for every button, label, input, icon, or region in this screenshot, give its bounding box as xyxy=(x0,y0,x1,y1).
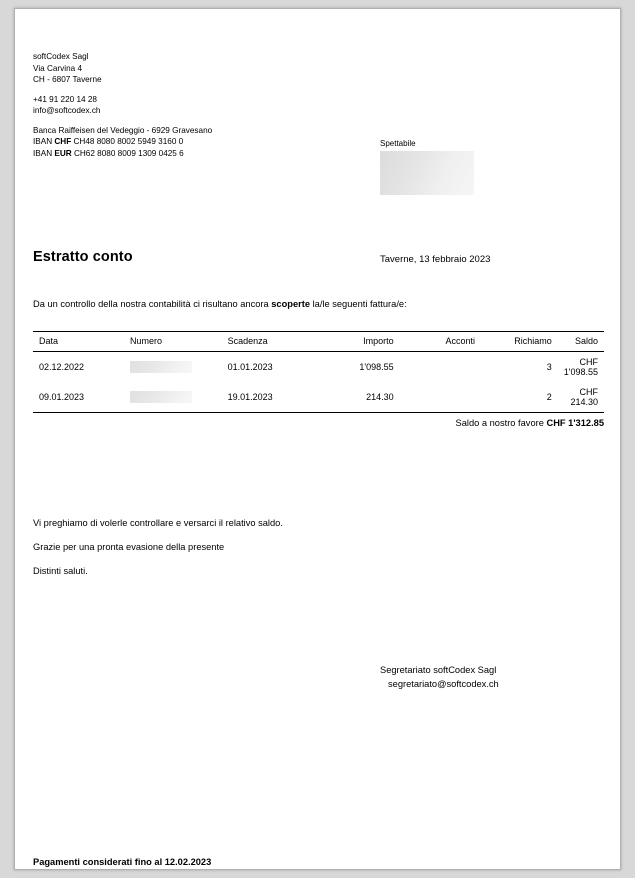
signature-block xyxy=(380,663,499,691)
page-title: Estratto conto xyxy=(33,249,133,265)
cell-scadenza: 19.01.2023 xyxy=(222,382,316,413)
column-header-importo: Importo xyxy=(316,332,400,352)
cell-richiamo: 2 xyxy=(481,382,558,413)
recipient-label: Spettabile xyxy=(380,139,416,148)
sender-block xyxy=(33,51,212,159)
sender-street: Via Carvina 4 xyxy=(33,63,83,73)
cell-saldo: CHF 214.30 xyxy=(558,382,604,413)
body-paragraph-2: Grazie per una pronta evasione della presente xyxy=(33,542,225,552)
body-paragraph-3: Distinti saluti. xyxy=(33,566,88,576)
cell-data: 09.01.2023 xyxy=(33,382,124,413)
column-header-saldo: Saldo xyxy=(558,332,604,352)
sender-company: softCodex Sagl xyxy=(33,52,89,61)
cell-numero xyxy=(124,352,222,383)
intro-text-after: la/le seguenti fattura/e: xyxy=(310,299,407,309)
body-paragraph-1: Vi preghiamo di volerle controllare e versarci il relativo saldo. xyxy=(33,518,283,528)
cell-acconti xyxy=(400,382,481,413)
table-header-row xyxy=(33,332,604,352)
column-header-numero: Numero xyxy=(124,332,222,352)
sender-spacer-1 xyxy=(33,86,212,94)
sheet-content xyxy=(15,9,620,869)
cell-importo: 214.30 xyxy=(316,382,400,413)
iban-eur-currency: EUR xyxy=(54,148,72,158)
cell-numero xyxy=(124,382,222,413)
cell-richiamo: 3 xyxy=(546,362,552,372)
sender-spacer-2 xyxy=(33,117,212,125)
balance-total xyxy=(425,412,604,428)
iban-chf-prefix: IBAN xyxy=(33,137,55,146)
iban-eur-number: CH62 8080 8009 1309 0425 6 xyxy=(71,148,184,158)
balance-amount: CHF 1'312.85 xyxy=(546,418,604,428)
sender-iban-eur xyxy=(33,148,212,160)
column-header-acconti: Acconti xyxy=(400,332,481,352)
table-row xyxy=(33,352,604,383)
iban-eur-prefix: IBAN xyxy=(33,148,55,158)
cell-scadenza: 01.01.2023 xyxy=(227,362,273,372)
place-and-date: Taverne, 13 febbraio 2023 xyxy=(380,254,491,265)
intro-text-before: Da un controllo della nostra contabilità ci risultano ancora xyxy=(33,299,272,309)
column-header-scadenza: Scadenza xyxy=(222,332,316,352)
cell-saldo: CHF 1'098.55 xyxy=(563,357,599,377)
cell-acconti xyxy=(400,352,481,383)
column-header-data: Data xyxy=(33,332,124,352)
signature-line-1: Segretariato softCodex Sagl xyxy=(380,665,497,675)
signature-line-2: segretariato@softcodex.ch xyxy=(388,679,499,689)
footer-note: Pagamenti considerati fino al 12.02.2023 xyxy=(33,857,212,867)
sender-email: info@softcodex.ch xyxy=(33,106,101,115)
numero-redacted-box xyxy=(130,391,192,403)
balance-label: Saldo a nostro favore xyxy=(455,418,547,428)
invoices-table xyxy=(33,331,604,413)
numero-redacted-box xyxy=(130,361,192,373)
sender-bank: Banca Raiffeisen del Vedeggio - 6929 Gravesano xyxy=(33,125,213,135)
iban-chf-currency: CHF xyxy=(54,137,72,146)
recipient-redacted-box xyxy=(380,151,474,195)
column-header-richiamo: Richiamo xyxy=(481,332,558,352)
intro-paragraph xyxy=(33,299,407,309)
cell-importo: 1'098.55 xyxy=(359,362,394,372)
intro-text-bold: scoperte xyxy=(271,299,311,309)
invoice-sheet xyxy=(14,8,621,870)
sender-phone: +41 91 220 14 28 xyxy=(33,94,97,104)
cell-data: 02.12.2022 xyxy=(39,362,85,372)
iban-chf-number: CH48 8080 8002 5949 3160 0 xyxy=(71,137,184,146)
sender-city: CH - 6807 Taverne xyxy=(33,75,102,84)
sender-iban-chf xyxy=(33,136,212,148)
table-row xyxy=(33,382,604,413)
